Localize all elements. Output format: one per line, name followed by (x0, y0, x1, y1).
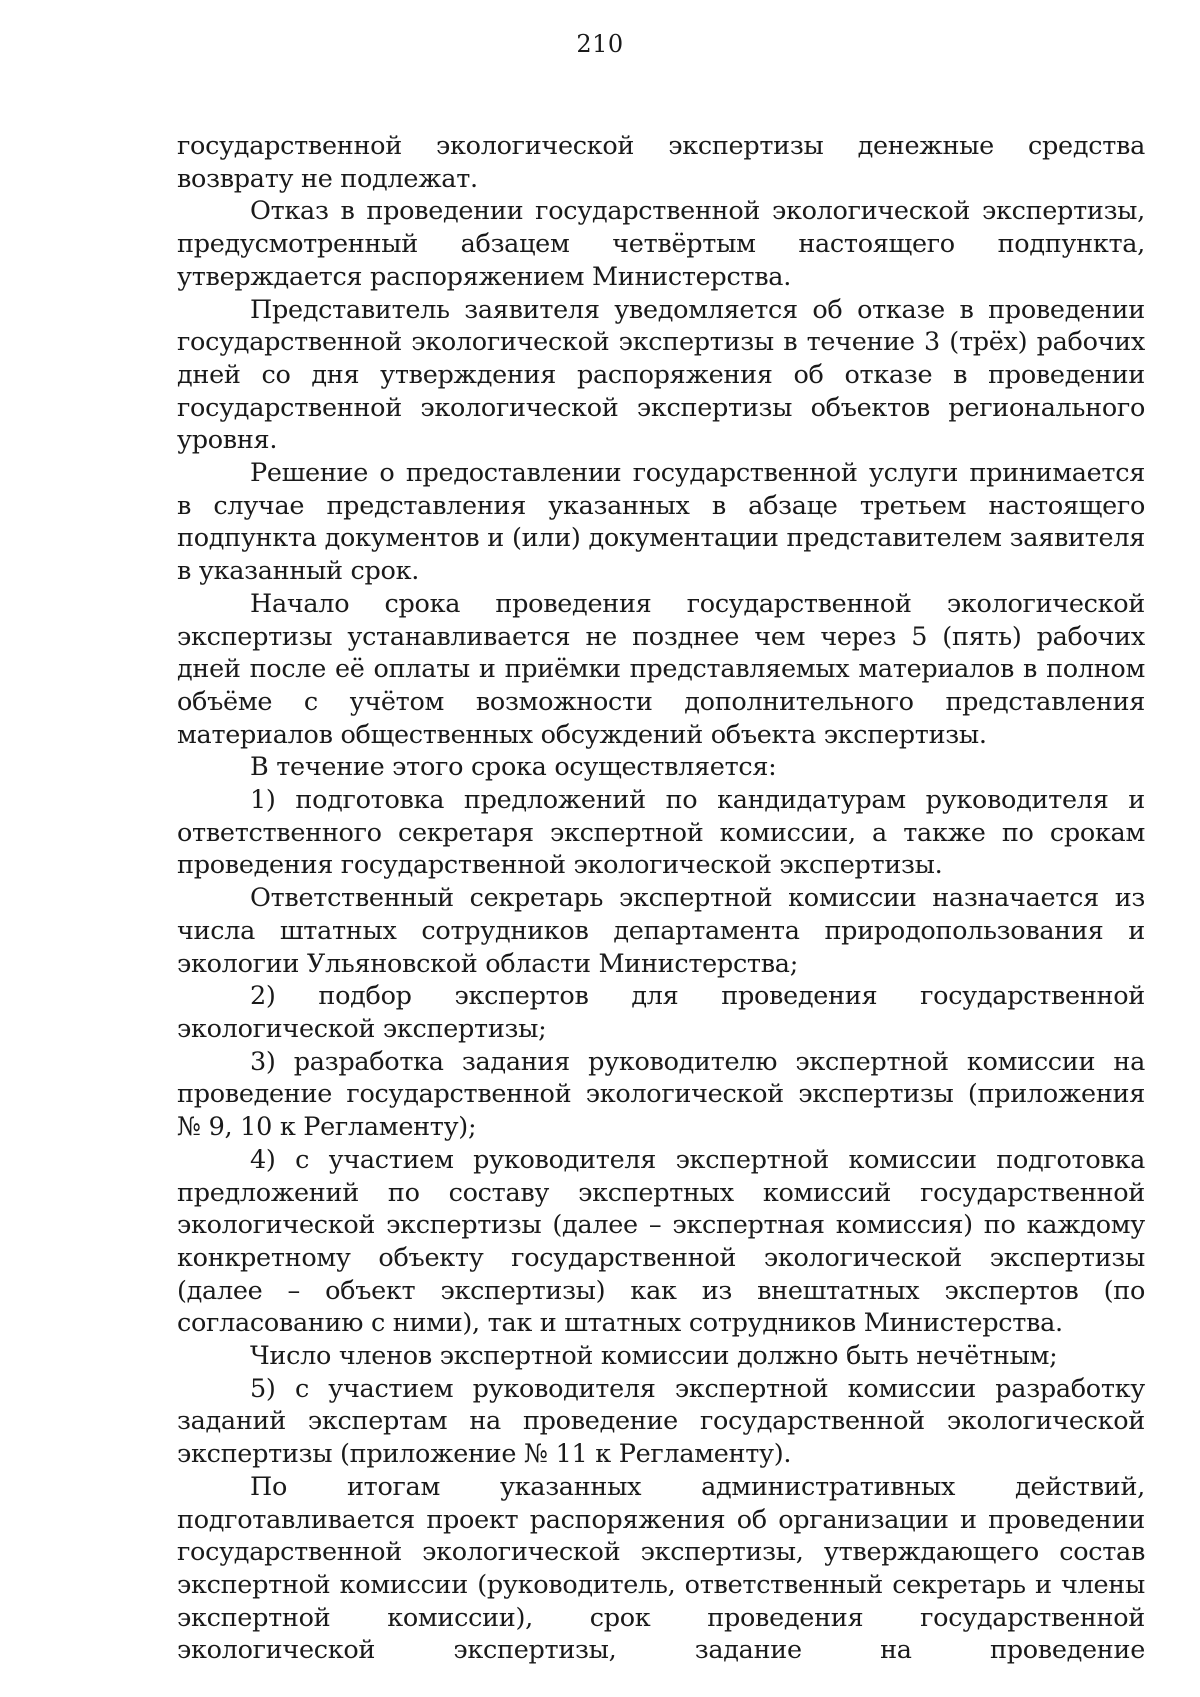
page-number: 210 (576, 30, 624, 58)
list-item: 3) разработка задания руководителю экспертной комиссии на проведение государственной экологической экспертизы (приложения № 9, 10 к Регламенту); (177, 1046, 1145, 1143)
list-item: 5) с участием руководителя экспертной комиссии разработку заданий экспертам на проведение государственной экологической экспертизы (приложение № 11 к Регламенту). (177, 1373, 1145, 1470)
paragraph: Начало срока проведения государственной экологической экспертизы устанавливается не позднее чем через 5 (пять) рабочих дней после её оплаты и приёмки представляемых материалов в полном объёме с учётом возможности дополнительного представления материалов общественных обсуждений объекта экспертизы. (177, 588, 1145, 750)
paragraph: Представитель заявителя уведомляется об отказе в проведении государственной экологической экспертизы в течение 3 (трёх) рабочих дней со дня утверждения распоряжения об отказе в проведении государственной экологической экспертизы объектов регионального уровня. (177, 294, 1145, 456)
paragraph: По итогам указанных административных действий, подготавливается проект распоряжения об организации и проведении государственной экологической экспертизы, утверждающего состав экспертной комиссии (руководитель, ответственный секретарь и члены экспертной комиссии), срок проведения государственной экологической экспертизы, задание на проведение (177, 1471, 1145, 1666)
paragraph: В течение этого срока осуществляется: (250, 752, 777, 783)
document-body (177, 130, 1145, 1667)
paragraph: Число членов экспертной комиссии должно быть нечётным; (250, 1341, 1058, 1372)
list-item: 4) с участием руководителя экспертной комиссии подготовка предложений по составу экспертных комиссий государственной экологической экспертизы (далее – экспертная комиссия) по каждому конкретному объекту государственной экологической экспертизы (далее – объект экспертизы) как из внештатных экспертов (по согласованию с ними), так и штатных сотрудников Министерства. (177, 1144, 1145, 1339)
paragraph: Ответственный секретарь экспертной комиссии назначается из числа штатных сотрудников департамента природопользования и экологии Ульяновской области Министерства; (177, 883, 1145, 979)
list-item: 2) подбор экспертов для проведения государственной экологической экспертизы; (177, 981, 1145, 1044)
paragraph: государственной экологической экспертизы денежные средства возврату не подлежат. (177, 131, 1145, 194)
paragraph: Отказ в проведении государственной экологической экспертизы, предусмотренный абзацем четвёртым настоящего подпункта, утверждается распоряжением Министерства. (177, 196, 1145, 292)
paragraph: Решение о предоставлении государственной услуги принимается в случае представления указанных в абзаце третьем настоящего подпункта документов и (или) документации представителем заявителя в указанный срок. (177, 458, 1145, 587)
list-item: 1) подготовка предложений по кандидатурам руководителя и ответственного секретаря экспертной комиссии, а также по срокам проведения государственной экологической экспертизы. (177, 785, 1145, 881)
